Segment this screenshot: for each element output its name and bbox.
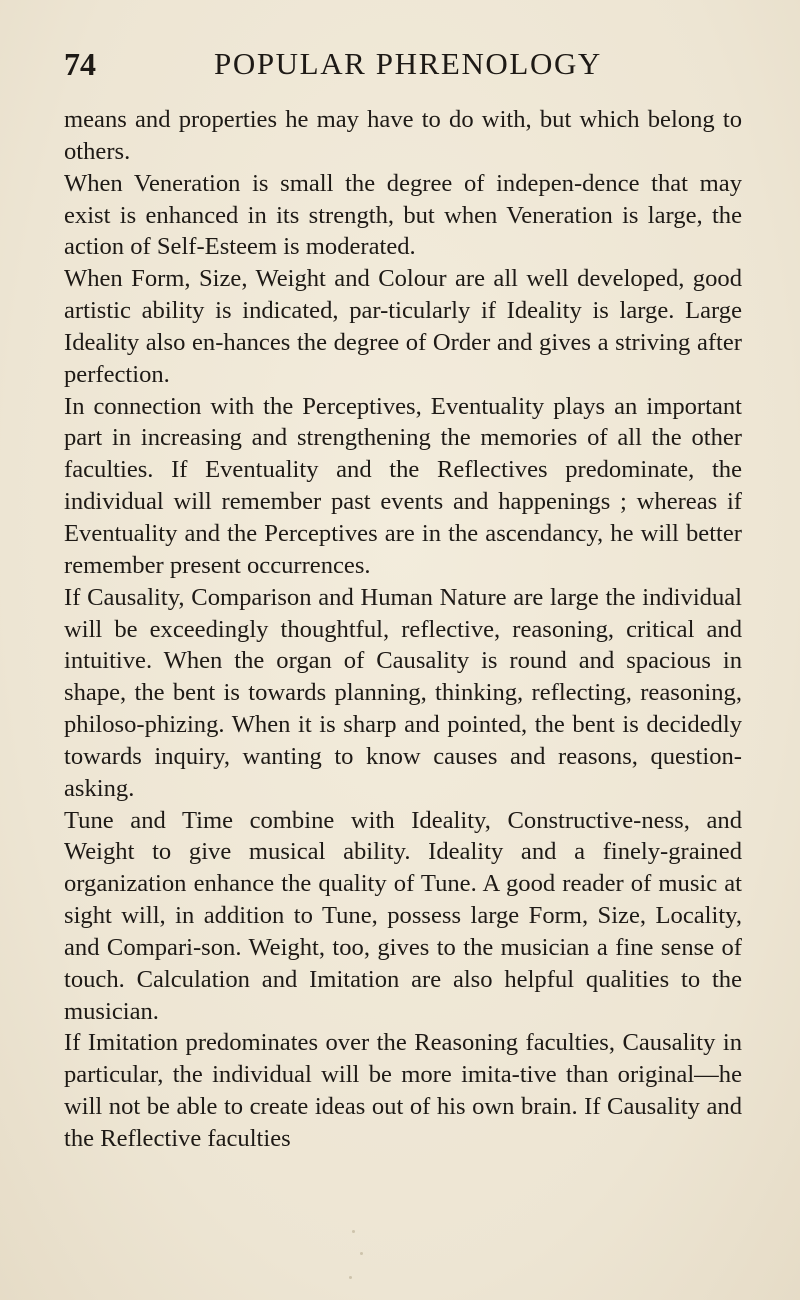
page-header <box>64 46 740 86</box>
paragraph: When Veneration is small the degree of indepen-dence that may exist is enhanced in its strength, but when Veneration is large, the action of Self-Esteem is moderated. <box>64 169 742 261</box>
paper-speck <box>352 1230 355 1233</box>
paragraph: When Form, Size, Weight and Colour are all well developed, good artistic ability is indicated, par-ticularly if Ideality is large. Large Ideality also en-hances the degree of Order and gives a striving after perfection. <box>64 265 742 388</box>
paragraph: means and properties he may have to do with, but which belong to others. <box>64 106 742 165</box>
paragraph: Tune and Time combine with Ideality, Constructive-ness, and Weight to give musical ability. Ideality and a finely-grained organization enhance the quality of Tune. A good reader of music at sight will, in addition to Tune, possess large Form, Size, Locality, and Compari-son. Weight, too, gives to the musician a fine sense of touch. Calculation and Imitation are also helpful qualities to the musician. <box>64 806 742 1025</box>
page-number: 74 <box>64 46 96 82</box>
paragraph: In connection with the Perceptives, Eventuality plays an important part in increasing and strengthening the memories of all the other faculties. If Eventuality and the Reflectives predominate, the individual will remember past events and happenings ; whereas if Eventuality and the Perceptives are in the ascendancy, he will better remember present occurrences. <box>64 392 742 579</box>
paper-speck <box>360 1252 363 1255</box>
running-title: POPULAR PHRENOLOGY <box>214 46 602 81</box>
body-text <box>64 104 742 1155</box>
paragraph: If Imitation predominates over the Reasoning faculties, Causality in particular, the individual will be more imita-tive than original—he will not be able to create ideas out of his own brain. If Causality and the Reflective faculties <box>64 1029 742 1152</box>
paper-speck <box>349 1276 352 1279</box>
paragraph: If Causality, Comparison and Human Nature are large the individual will be exceedingly thoughtful, reflective, reasoning, critical and intuitive. When the organ of Causality is round and spacious in shape, the bent is towards planning, thinking, reflecting, reasoning, philoso-phizing. When it is sharp and pointed, the bent is decidedly towards inquiry, wanting to know causes and reasons, question-asking. <box>64 583 742 802</box>
